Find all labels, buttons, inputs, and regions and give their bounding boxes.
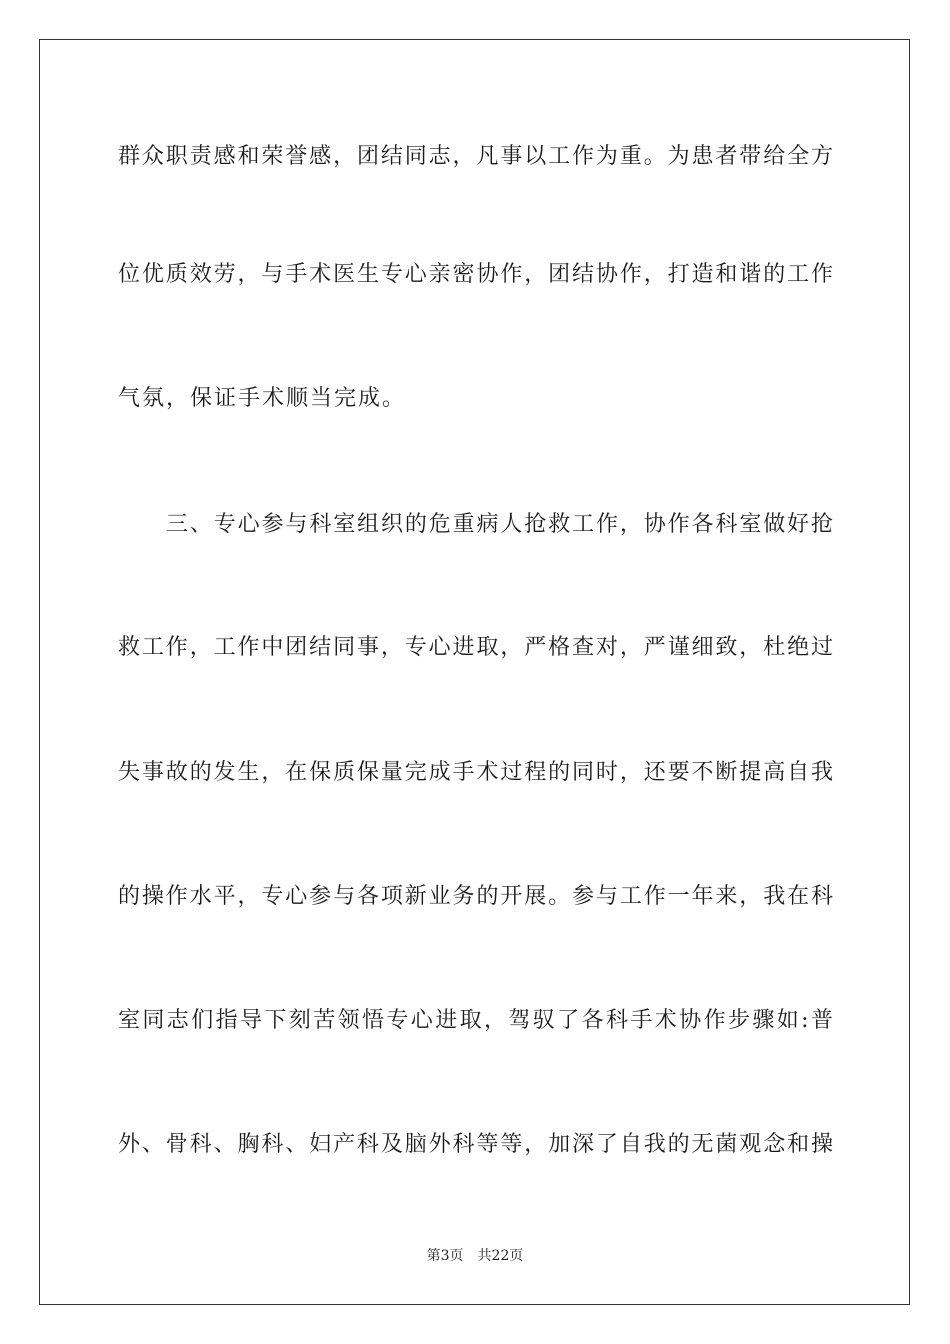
page-number: 第3页	[426, 1248, 464, 1264]
body-text-line: 气氛，保证手术顺当完成。	[118, 386, 407, 411]
paragraph-start-line: 三、专心参与科室组织的危重病人抢救工作，协作各科室做好抢	[166, 512, 833, 537]
body-text-line: 失事故的发生，在保质保量完成手术过程的同时，还要不断提高自我	[118, 760, 833, 785]
page-frame	[39, 39, 910, 1305]
body-text-line: 群众职责感和荣誉感，团结同志，凡事以工作为重。为患者带给全方	[118, 144, 833, 169]
body-text-line: 外、骨科、胸科、妇产科及脑外科等等，加深了自我的无菌观念和操	[118, 1132, 833, 1157]
body-text-line: 室同志们指导下刻苦领悟专心进取，驾驭了各科手术协作步骤如:普	[118, 1008, 833, 1033]
body-text-line: 救工作，工作中团结同事，专心进取，严格查对，严谨细致，杜绝过	[118, 635, 833, 660]
body-text-line: 的操作水平，专心参与各项新业务的开展。参与工作一年来，我在科	[118, 884, 833, 909]
page-total: 共22页	[477, 1248, 524, 1264]
page-footer	[0, 1247, 950, 1265]
body-text-line: 位优质效劳，与手术医生专心亲密协作，团结协作，打造和谐的工作	[118, 262, 833, 287]
